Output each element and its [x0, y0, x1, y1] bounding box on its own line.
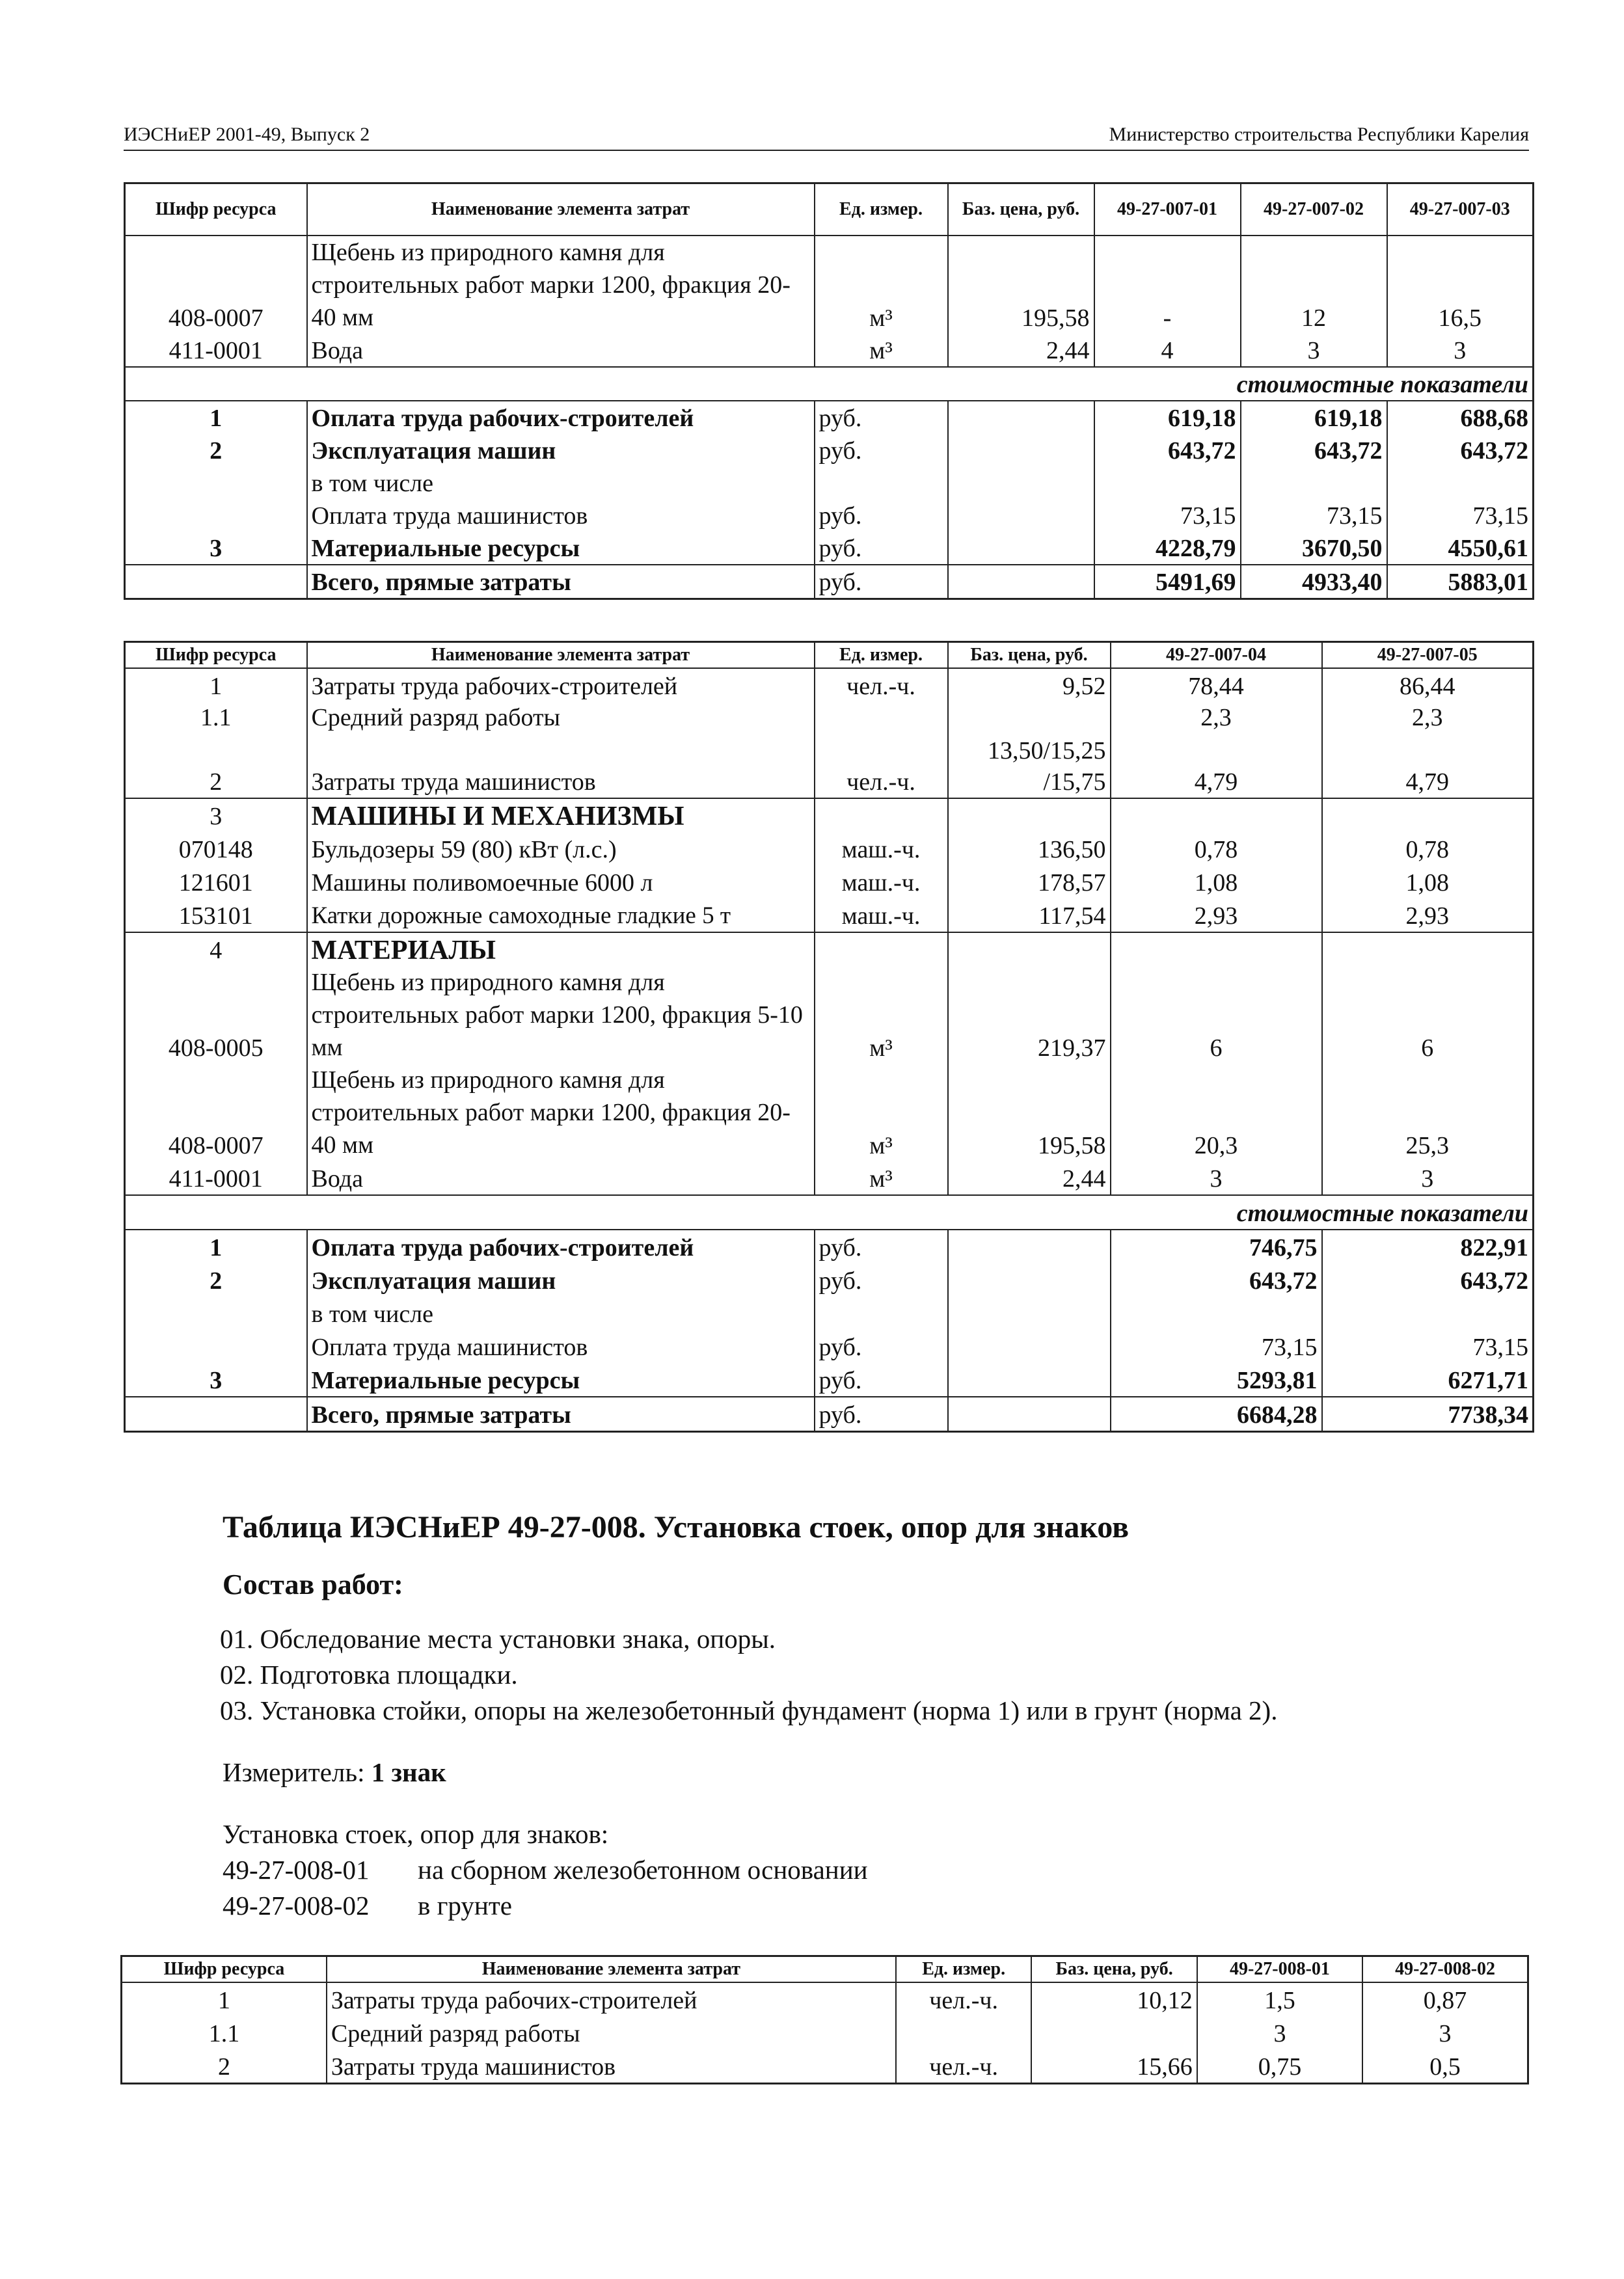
section-row [125, 1195, 1534, 1230]
table-row: 2 Эксплуатация машин руб. 643,72 643,72 [125, 1263, 1534, 1297]
page-header [124, 117, 1529, 151]
table-row: в том числе [125, 1297, 1534, 1330]
table-row: 1 Оплата труда рабочих-строителей руб. 619,18 619,18 688,68 [125, 401, 1534, 434]
column-header: 49-27-007-04 [1111, 642, 1322, 668]
work-item: 03. Установка стойки, опоры на железобетонный фундамент (норма 1) или в грунт (норма 2). [220, 1695, 1278, 1725]
column-header: Баз. цена, руб. [1031, 1956, 1197, 1982]
meter-label: Измеритель: [223, 1757, 372, 1787]
group-head-row: 3 МАШИНЫ И МЕХАНИЗМЫ [125, 798, 1534, 832]
column-header: Шифр ресурса [125, 642, 307, 668]
table-row: 1.1 Средний разряд работы 2,3 2,3 [125, 702, 1534, 735]
work-item: 02. Подготовка площадки. [220, 1660, 518, 1690]
table-header-row [125, 183, 1534, 236]
table-header-row [125, 642, 1534, 668]
column-header: 49-27-008-02 [1362, 1956, 1528, 1982]
table-row: 121601 Машины поливомоечные 6000 л маш.-ч. 178,57 1,08 1,08 [125, 865, 1534, 898]
resource-table-007-04-05 [124, 641, 1534, 1433]
column-header: Шифр ресурса [122, 1956, 327, 1982]
table-row: 3 Материальные ресурсы руб. 5293,81 6271,71 [125, 1363, 1534, 1397]
section-label: стоимостные показатели [125, 1195, 1534, 1230]
table-row: 2 Эксплуатация машин руб. 643,72 643,72 643,72 [125, 434, 1534, 466]
column-header: Ед. измер. [896, 1956, 1032, 1982]
meter-value: 1 знак [371, 1757, 446, 1787]
table-row: 070148 Бульдозеры 59 (80) кВт (л.с.) маш.-ч. 136,50 0,78 0,78 [125, 832, 1534, 865]
table-row: 411-0001 Вода м³ 2,44 3 3 [125, 1161, 1534, 1195]
column-header: 49-27-007-01 [1094, 183, 1241, 236]
table-row: 408-0007 Щебень из природного камня для строительных работ марки 1200, фракция 20-40 мм м³ 195,58 20,3 25,3 [125, 1064, 1534, 1161]
variant-text: в грунте [418, 1891, 512, 1921]
section-row [125, 367, 1534, 401]
install-heading: Установка стоек, опор для знаков: [223, 1819, 609, 1849]
column-header: Баз. цена, руб. [948, 642, 1111, 668]
table-row: Оплата труда машинистов руб. 73,15 73,15 [125, 1330, 1534, 1363]
table-row: 1.1 Средний разряд работы 3 3 [122, 2016, 1528, 2049]
resource-table-007-01-03 [124, 182, 1534, 600]
column-header: Наименование элемента затрат [307, 183, 815, 236]
meter-line [223, 1757, 1556, 1788]
table-row: 3 Материальные ресурсы руб. 4228,79 3670,50 4550,61 [125, 532, 1534, 565]
work-item: 01. Обследование места установки знака, опоры. [220, 1624, 776, 1654]
group-head-row: 4 МАТЕРИАЛЫ [125, 932, 1534, 966]
price-part-a: 13,50/15,25 [987, 736, 1106, 764]
column-header: Шифр ресурса [125, 183, 307, 236]
price-part-b: /15,75 [1043, 768, 1106, 796]
variant-line [223, 1890, 1556, 1921]
table-row: 2 Затраты труда машинистов чел.-ч. 13,50/15,25 /15,75 4,79 4,79 [125, 735, 1534, 798]
column-header: Ед. измер. [815, 642, 948, 668]
work-composition-heading: Состав работ: [223, 1569, 403, 1600]
table-row: 1 Затраты труда рабочих-строителей чел.-ч. 10,12 1,5 0,87 [122, 1982, 1528, 2016]
column-header: Баз. цена, руб. [948, 183, 1094, 236]
table-row: Оплата труда машинистов руб. 73,15 73,15 73,15 [125, 499, 1534, 532]
table-row: 408-0005 Щебень из природного камня для строительных работ марки 1200, фракция 5-10 мм м³ 219,37 6 6 [125, 966, 1534, 1064]
table-row: 411-0001 Вода м³ 2,44 4 3 3 [125, 334, 1534, 367]
variant-code: 49-27-008-02 [223, 1891, 370, 1921]
header-left: ИЭСНиЕР 2001-49, Выпуск 2 [124, 124, 370, 145]
header-right: Министерство строительства Республики Карелия [1109, 124, 1529, 145]
table-row: 2 Затраты труда машинистов чел.-ч. 15,66 0,75 0,5 [122, 2049, 1528, 2084]
table-row: 153101 Катки дорожные самоходные гладкие 5 т маш.-ч. 117,54 2,93 2,93 [125, 898, 1534, 932]
section-label: стоимостные показатели [125, 367, 1534, 401]
variant-code: 49-27-008-01 [223, 1855, 370, 1885]
table-row: 1 Оплата труда рабочих-строителей руб. 746,75 822,91 [125, 1230, 1534, 1263]
column-header: Наименование элемента затрат [307, 642, 815, 668]
table-row-total: Всего, прямые затраты руб. 6684,28 7738,34 [125, 1397, 1534, 1432]
table-header-row [122, 1956, 1528, 1982]
column-header: 49-27-008-01 [1197, 1956, 1362, 1982]
table-row: 408-0007 Щебень из природного камня для строительных работ марки 1200, фракция 20-40 мм м³ 195,58 - 12 16,5 [125, 236, 1534, 334]
table-row: 1 Затраты труда рабочих-строителей чел.-ч. 9,52 78,44 86,44 [125, 668, 1534, 702]
variant-text: на сборном железобетонном основании [418, 1855, 868, 1885]
variant-line [223, 1854, 1556, 1885]
column-header: Наименование элемента затрат [327, 1956, 896, 1982]
column-header: 49-27-007-05 [1322, 642, 1534, 668]
column-header: 49-27-007-03 [1387, 183, 1534, 236]
table-row-total: Всего, прямые затраты руб. 5491,69 4933,40 5883,01 [125, 565, 1534, 599]
table-row: в том числе [125, 466, 1534, 499]
resource-table-008 [120, 1955, 1529, 2084]
column-header: 49-27-007-02 [1241, 183, 1387, 236]
column-header: Ед. измер. [815, 183, 948, 236]
section-title: Таблица ИЭСНиЕР 49-27-008. Установка стоек, опор для знаков [223, 1510, 1129, 1544]
